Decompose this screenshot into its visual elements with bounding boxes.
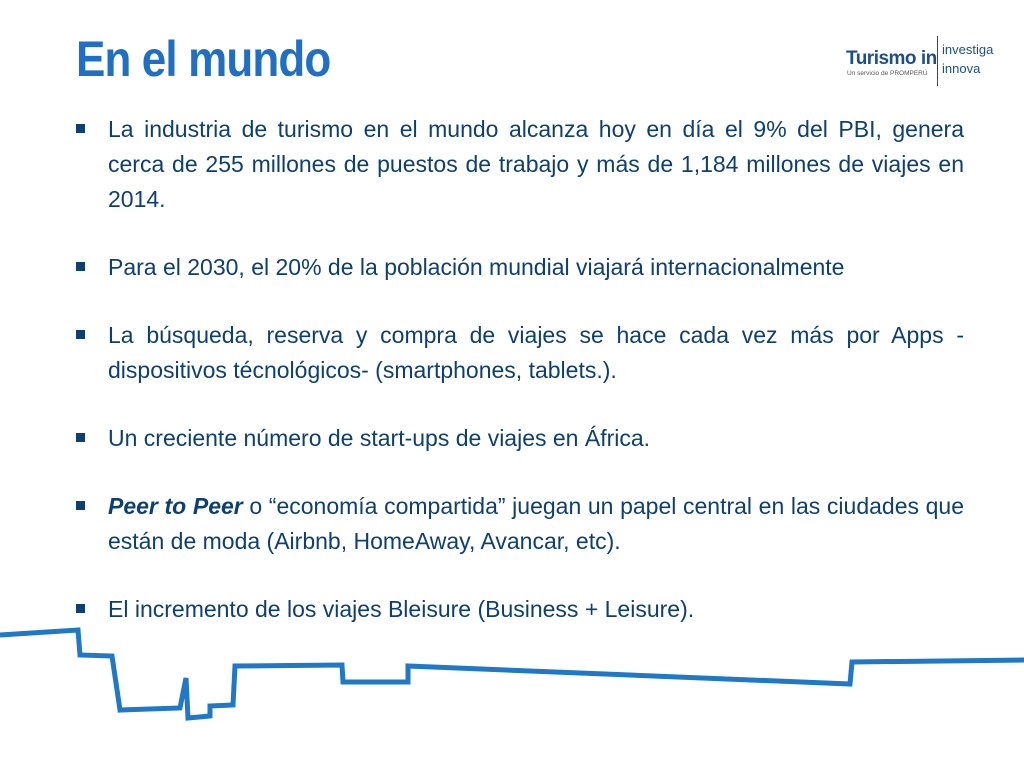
bullet-item: [76, 318, 964, 388]
square-bullet-icon: [76, 124, 85, 133]
square-bullet-icon: [76, 262, 85, 271]
bullet-item: [76, 112, 964, 217]
logo-investiga: investiga: [942, 42, 994, 57]
square-bullet-icon: [76, 433, 85, 442]
turismo-in-logo: [846, 36, 996, 88]
bullet-text: Para el 2030, el 20% de la población mundial viajará internacionalmente: [108, 254, 845, 280]
bullet-text: El incremento de los viajes Bleisure (Business + Leisure).: [108, 596, 695, 622]
skyline-line: [0, 630, 1024, 718]
bullet-item: [76, 250, 964, 285]
bullet-text-rest: o “economía compartida” juegan un papel central en las ciudades que están de moda (Airbnb, HomeAway, Avancar, etc).: [108, 493, 964, 554]
bullet-text: [108, 489, 964, 559]
slide-title: En el mundo: [76, 31, 331, 87]
bullet-item: [76, 421, 964, 456]
bullet-text: La industria de turismo en el mundo alcanza hoy en día el 9% del PBI, genera cerca de 255 millones de puestos de trabajo y más de 1,184 millones de viajes en 2014.: [108, 116, 964, 212]
bullet-item: [76, 489, 964, 559]
bullet-text: La búsqueda, reserva y compra de viajes se hace cada vez más por Apps - dispositivos técnológicos- (smartphones, tablets.).: [108, 322, 964, 383]
logo-innova: innova: [942, 61, 981, 76]
square-bullet-icon: [76, 501, 85, 510]
bullet-list: [76, 112, 964, 627]
logo-wordmark: Turismo in: [846, 48, 937, 69]
square-bullet-icon: [76, 330, 85, 339]
logo-divider: [937, 36, 938, 86]
bullet-emphasis: Peer to Peer: [108, 493, 243, 519]
slide-content: [76, 112, 964, 660]
skyline-decoration: [0, 620, 1024, 768]
square-bullet-icon: [76, 604, 85, 613]
logo-tagline: Un servicio de PROMPERÚ: [847, 70, 928, 77]
bullet-text: Un creciente número de start-ups de viajes en África.: [108, 425, 651, 451]
